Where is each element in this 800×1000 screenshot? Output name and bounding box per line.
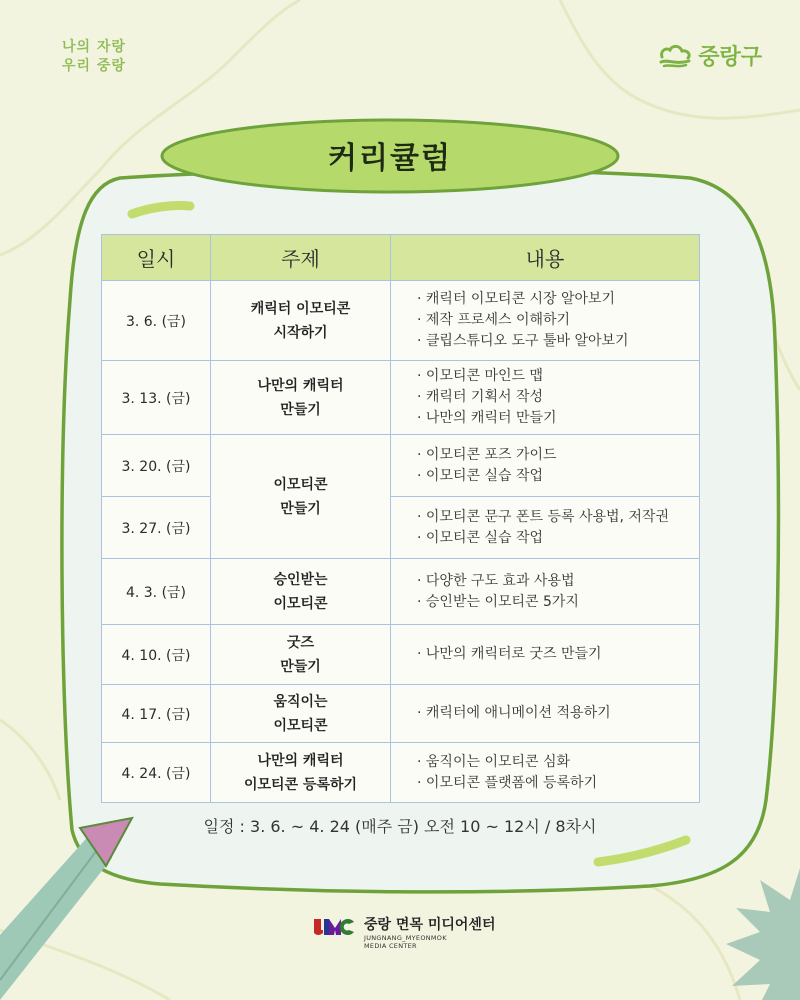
table-row	[102, 685, 700, 743]
content-item: · 이모티콘 마인드 맵	[417, 368, 543, 384]
table-row	[102, 435, 700, 497]
footer-sub-line-1: JUNGNANG_MYEONMOK	[364, 934, 447, 942]
topic-cell	[211, 743, 391, 803]
topic-line: 시작하기	[273, 324, 328, 341]
topic-line: 이모티콘	[273, 476, 328, 493]
content-item: · 승인받는 이모티콘 5가지	[417, 593, 579, 610]
schedule-note: 일정 : 3. 6. ~ 4. 24 (매주 금) 오전 10 ~ 12시 / 8차시	[203, 817, 597, 836]
content-item: · 나만의 캐릭터 만들기	[417, 410, 557, 426]
date-cell: 4. 10. (금)	[102, 625, 211, 685]
topic-line: 이모티콘	[273, 717, 328, 734]
district-logo	[658, 40, 762, 71]
date-cell: 4. 17. (금)	[102, 685, 211, 743]
topic-line: 움직이는	[273, 693, 328, 710]
footer-name: 중랑 면목 미디어센터	[364, 917, 496, 933]
date-cell: 3. 6. (금)	[102, 281, 211, 361]
jmc-logo-icon	[314, 916, 356, 938]
topic-line: 이모티콘 등록하기	[243, 776, 358, 793]
slogan-line-1: 나의 자랑	[62, 39, 126, 55]
content-item: · 이모티콘 실습 작업	[417, 529, 543, 546]
content-cell	[391, 497, 700, 559]
topic-line: 만들기	[280, 658, 321, 675]
content-item: · 나만의 캐릭터로 굿즈 만들기	[417, 646, 602, 662]
topic-line: 나만의 캐릭터	[257, 752, 344, 769]
table-row	[102, 361, 700, 435]
topic-cell	[211, 361, 391, 435]
content-item: · 캐릭터에 애니메이션 적용하기	[417, 705, 611, 721]
district-name: 중랑구	[698, 45, 762, 70]
table-row	[102, 743, 700, 803]
footer-logo	[314, 916, 495, 950]
date-cell: 3. 27. (금)	[102, 497, 211, 559]
header-date: 일시	[102, 235, 211, 281]
topic-line: 캐릭터 이모티콘	[250, 300, 351, 317]
curriculum-table	[101, 234, 700, 803]
content-cell	[391, 281, 700, 361]
topic-cell	[211, 559, 391, 625]
date-cell: 3. 13. (금)	[102, 361, 211, 435]
header-content: 내용	[391, 235, 700, 281]
pencil-icon	[0, 818, 132, 1000]
content-cell	[391, 559, 700, 625]
topic-line: 만들기	[280, 401, 321, 418]
topic-cell	[211, 685, 391, 743]
table-row	[102, 559, 700, 625]
content-cell	[391, 625, 700, 685]
content-item: · 이모티콘 문구 폰트 등록 사용법, 저작권	[417, 508, 669, 525]
slogan-logo	[62, 38, 126, 76]
topic-line: 나만의 캐릭터	[257, 377, 344, 394]
page-title: 커리큘럼	[328, 141, 452, 176]
table-row	[102, 281, 700, 361]
topic-line: 이모티콘	[273, 595, 328, 612]
content-item: · 캐릭터 기획서 작성	[417, 389, 543, 405]
content-item: · 다양한 구도 효과 사용법	[417, 572, 575, 589]
content-item: · 움직이는 이모티콘 심화	[417, 753, 571, 770]
date-cell: 4. 24. (금)	[102, 743, 211, 803]
table-header-row	[102, 235, 700, 281]
content-cell	[391, 435, 700, 497]
header-topic: 주제	[211, 235, 391, 281]
date-cell: 4. 3. (금)	[102, 559, 211, 625]
cloud-logo-icon	[658, 43, 692, 69]
content-cell	[391, 685, 700, 743]
title-banner	[164, 122, 616, 188]
content-item: · 클립스튜디오 도구 툴바 알아보기	[417, 333, 629, 349]
content-cell	[391, 361, 700, 435]
content-item: · 캐릭터 이모티콘 시장 알아보기	[417, 291, 616, 307]
slogan-line-2: 우리 중랑	[62, 58, 126, 74]
topic-cell	[211, 625, 391, 685]
topic-line: 승인받는	[273, 571, 328, 588]
table-row	[102, 625, 700, 685]
topic-cell	[211, 435, 391, 559]
topic-line: 만들기	[280, 500, 321, 517]
topic-line: 굿즈	[286, 634, 315, 651]
table-row	[102, 497, 700, 559]
date-cell: 3. 20. (금)	[102, 435, 211, 497]
content-item: · 이모티콘 실습 작업	[417, 467, 543, 484]
content-item: · 이모티콘 플랫폼에 등록하기	[417, 774, 598, 791]
footer-sub-line-2: MEDIA CENTER	[364, 942, 417, 950]
starburst-icon	[726, 868, 800, 1000]
topic-cell	[211, 281, 391, 361]
content-item: · 제작 프로세스 이해하기	[417, 312, 571, 328]
content-item: · 이모티콘 포즈 가이드	[417, 446, 557, 463]
content-cell	[391, 743, 700, 803]
